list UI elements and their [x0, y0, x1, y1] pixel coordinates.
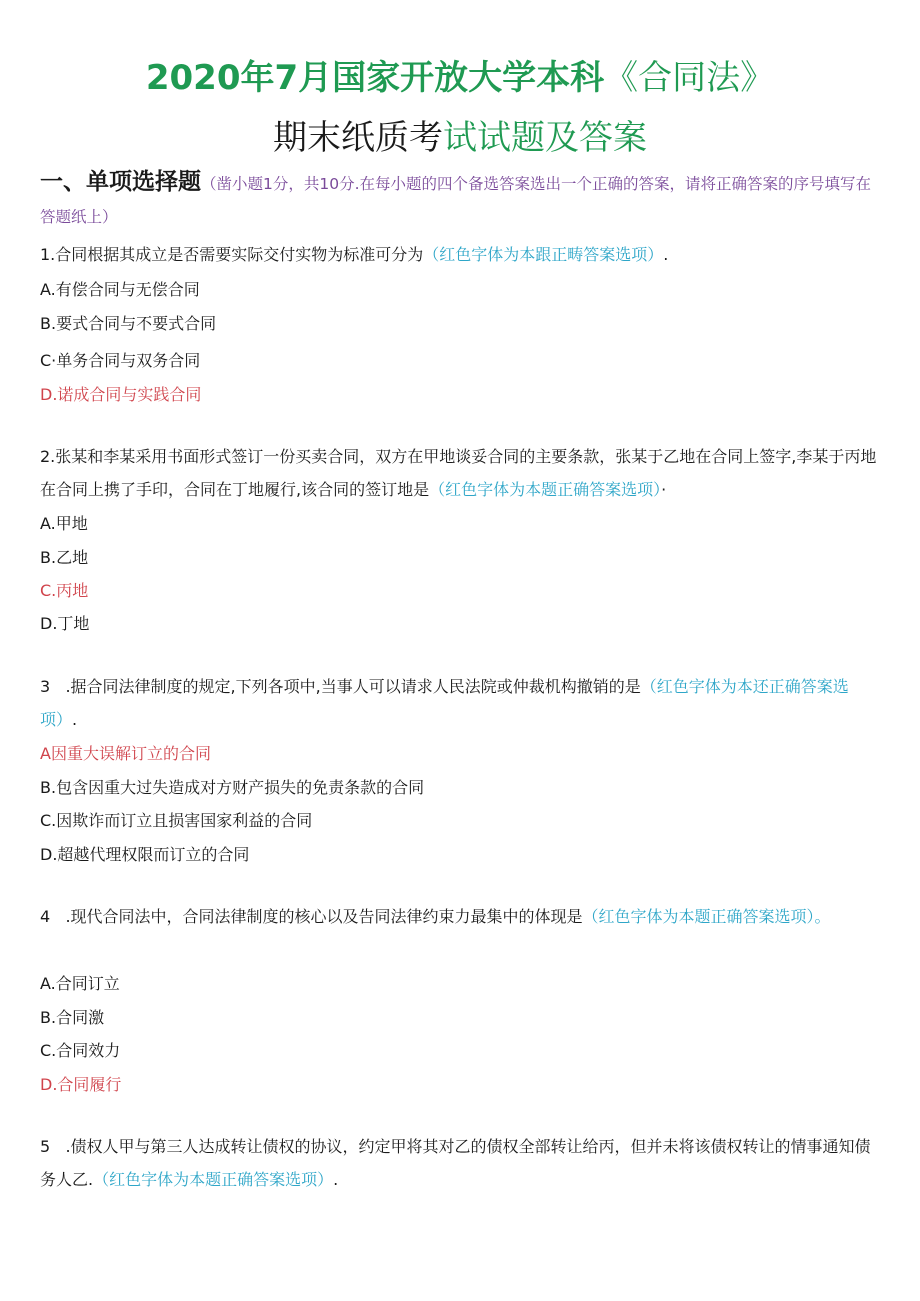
question-text: 3 .据合同法律制度的规定,下列各项中,当事人可以请求人民法院或仲裁机构撤销的是: [40, 677, 641, 696]
title-course-name: 《合同法》: [604, 58, 775, 98]
section-note: （凿小题1分，共10分.在每小题的四个备选答案选出一个正确的答案，请将正确答案的序号填写在答题纸上）: [40, 175, 872, 226]
title-exam-part: 期末纸质考: [273, 118, 443, 158]
title-line-2: [0, 110, 920, 159]
question-text: 1.合同根据其成立是否需要实际交付实物为标准可分为: [40, 245, 424, 264]
question-1-option-c: C·单务合同与双务合同: [40, 351, 201, 370]
question-1-option-d-correct: D.诺成合同与实践合同: [40, 385, 202, 404]
question-4-option-a: A.合同订立: [40, 974, 120, 993]
answer-hint: （红色字体为本还正确答案选项）: [40, 677, 849, 729]
question-3-option-a-correct: A因重大误解订立的合同: [40, 744, 211, 763]
question-2-option-d: D.丁地: [40, 614, 90, 633]
question-4-option-b: B.合同激: [40, 1008, 105, 1027]
section-heading: 一、单项选择题: [40, 169, 201, 195]
question-4-stem: [40, 900, 840, 933]
question-1-option-b: B.要式合同与不要式合同: [40, 314, 217, 333]
question-4-option-c: C.合同效力: [40, 1041, 121, 1060]
question-3-option-d: D.超越代理权限而订立的合同: [40, 845, 250, 864]
question-2-option-b: B.乙地: [40, 548, 89, 567]
question-4-option-d-correct: D.合同履行: [40, 1075, 122, 1094]
question-end: .: [663, 245, 669, 264]
answer-hint: （红色字体为本题正确答案选项）: [429, 480, 662, 499]
answer-hint: （红色字体为本跟正畴答案选项）: [423, 245, 664, 264]
question-text: 2.张某和李某采用书面形式签订一份买卖合同，双方在甲地谈妥合同的主要条款，张某于乙地在合同上签字,李某于丙地在合同上携了手印，合同在丁地履行,该合同的签订地是: [40, 447, 877, 499]
question-2-option-a: A.甲地: [40, 514, 88, 533]
question-1-stem: [40, 242, 668, 265]
question-2-option-c-correct: C.丙地: [40, 581, 89, 600]
question-end: 。: [814, 907, 831, 926]
title-year-part: 2020年7月国家开放大学本科: [145, 58, 605, 98]
title-line-1: [0, 50, 920, 99]
question-text: 5 .债权人甲与第三人达成转让债权的协议，约定甲将其对乙的债权全部转让给丙，但并未将该债权转让的情事通知债务人乙.: [40, 1137, 871, 1189]
title-answers-part: 试试题及答案: [443, 118, 647, 158]
question-2-stem: [40, 440, 880, 506]
question-3-option-c: C.因欺诈而订立且损害国家利益的合同: [40, 811, 313, 830]
question-3-option-b: B.包含因重大过失造成对方财产损失的免责条款的合同: [40, 778, 425, 797]
question-5-stem: [40, 1130, 880, 1196]
question-text: 4 .现代合同法中，合同法律制度的核心以及告同法律约束力最集中的体现是: [40, 907, 583, 926]
section-header: [40, 166, 880, 234]
answer-hint: （红色字体为本题正确答案选项）: [93, 1170, 334, 1189]
question-end: .: [333, 1170, 339, 1189]
question-end: ·: [661, 480, 667, 499]
question-end: .: [72, 710, 78, 729]
question-3-stem: [40, 670, 880, 736]
answer-hint: （红色字体为本题正确答案选项）: [582, 907, 815, 926]
question-1-option-a: A.有偿合同与无偿合同: [40, 280, 200, 299]
